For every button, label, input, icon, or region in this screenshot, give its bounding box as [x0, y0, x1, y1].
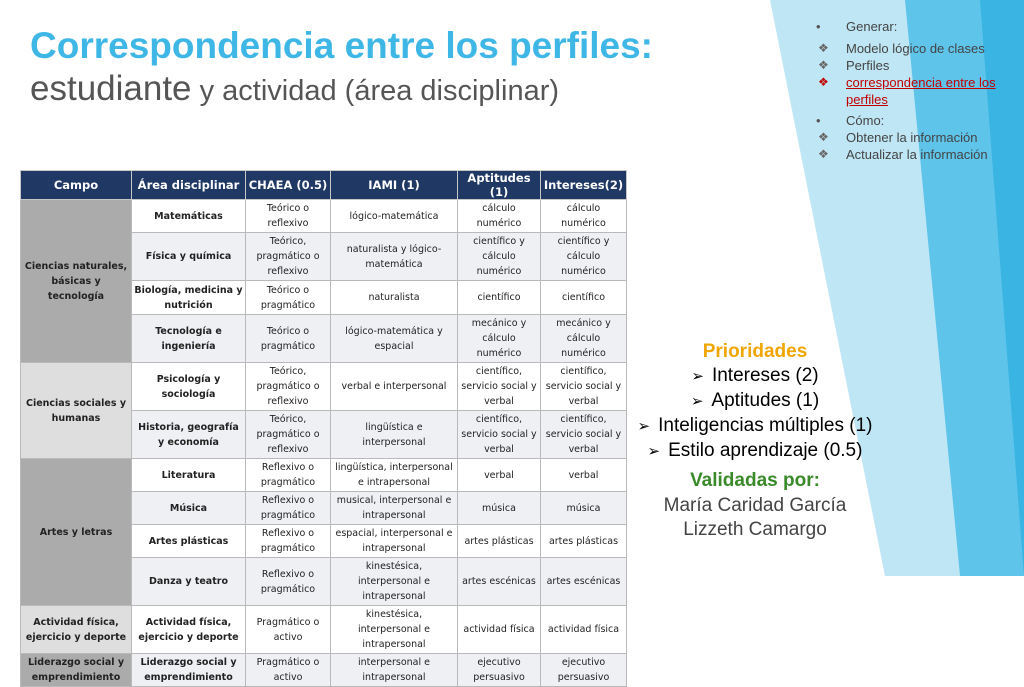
campo-cell: Ciencias naturales, básicas y tecnología	[21, 200, 132, 363]
area-cell: Biología, medicina y nutrición	[132, 281, 246, 315]
diamond-bullet-icon: ❖	[818, 41, 829, 55]
area-cell: Danza y teatro	[132, 558, 246, 606]
iami-cell: espacial, interpersonal e intrapersonal	[331, 525, 458, 558]
chaea-cell: Teórico o pragmático	[246, 315, 331, 363]
title-line-1: Correspondencia entre los perfiles:	[30, 25, 654, 66]
diamond-bullet-icon: ❖	[818, 58, 829, 72]
prioridad-label: Estilo aprendizaje (0.5)	[668, 440, 863, 461]
chaea-cell: Teórico o reflexivo	[246, 200, 331, 233]
bullet-generar	[812, 18, 1024, 35]
como-item-label: Obtener la información	[846, 130, 978, 145]
como-item	[812, 129, 1024, 146]
iami-cell: lingüística e interpersonal	[331, 411, 458, 459]
prioridad-item	[630, 364, 880, 389]
chaea-cell: Teórico, pragmático o reflexivo	[246, 233, 331, 281]
chaea-cell: Reflexivo o pragmático	[246, 492, 331, 525]
iami-cell: naturalista	[331, 281, 458, 315]
chaea-cell: Teórico o pragmático	[246, 281, 331, 315]
intereses-cell: artes plásticas	[541, 525, 627, 558]
iami-cell: lingüística, interpersonal e intrapersonal	[331, 459, 458, 492]
campo-cell: Liderazgo social y emprendimiento	[21, 654, 132, 687]
campo-cell: Artes y letras	[21, 459, 132, 606]
bullet-dot-icon: •	[816, 113, 821, 128]
intereses-cell: verbal	[541, 459, 627, 492]
prioridad-label: Aptitudes (1)	[711, 390, 820, 411]
iami-cell: verbal e interpersonal	[331, 363, 458, 411]
intereses-cell: artes escénicas	[541, 558, 627, 606]
area-cell: Matemáticas	[132, 200, 246, 233]
iami-cell: interpersonal e intrapersonal	[331, 654, 458, 687]
title-line-2-a: estudiante	[30, 69, 192, 108]
column-header: IAMI (1)	[331, 171, 458, 200]
aptitudes-cell: cálculo numérico	[458, 200, 541, 233]
iami-cell: lógico-matemática	[331, 200, 458, 233]
iami-cell: lógico-matemática y espacial	[331, 315, 458, 363]
area-cell: Actividad física, ejercicio y deporte	[132, 606, 246, 654]
intereses-cell: actividad física	[541, 606, 627, 654]
aptitudes-cell: científico	[458, 281, 541, 315]
generar-item-highlight[interactable]	[812, 74, 1024, 108]
aptitudes-cell: verbal	[458, 459, 541, 492]
area-cell: Tecnología e ingeniería	[132, 315, 246, 363]
area-cell: Física y química	[132, 233, 246, 281]
table-row	[21, 200, 627, 233]
arrow-bullet-icon: ➢	[647, 443, 661, 460]
iami-cell: kinestésica, interpersonal e intrapersonal	[331, 606, 458, 654]
arrow-bullet-icon: ➢	[637, 418, 651, 435]
aptitudes-cell: mecánico y cálculo numérico	[458, 315, 541, 363]
generar-item	[812, 40, 1024, 57]
area-cell: Literatura	[132, 459, 246, 492]
generar-item	[812, 57, 1024, 74]
bullet-dot-icon: •	[816, 19, 821, 34]
table-row	[21, 363, 627, 411]
chaea-cell: Reflexivo o pragmático	[246, 459, 331, 492]
chaea-cell: Teórico, pragmático o reflexivo	[246, 411, 331, 459]
validator-name: Lizzeth Camargo	[683, 519, 827, 540]
aptitudes-cell: música	[458, 492, 541, 525]
chaea-cell: Reflexivo o pragmático	[246, 558, 331, 606]
column-header: Campo	[21, 171, 132, 200]
aptitudes-cell: científico y cálculo numérico	[458, 233, 541, 281]
iami-cell: kinestésica, interpersonal e intrapersonal	[331, 558, 458, 606]
table-header-row	[21, 171, 627, 200]
prioridad-item	[630, 414, 880, 439]
aptitudes-cell: artes escénicas	[458, 558, 541, 606]
campo-cell: Actividad física, ejercicio y deporte	[21, 606, 132, 654]
validadas-heading: Validadas por:	[690, 470, 820, 491]
diamond-bullet-icon: ❖	[818, 147, 829, 161]
aptitudes-cell: científico, servicio social y verbal	[458, 363, 541, 411]
aptitudes-cell: artes plásticas	[458, 525, 541, 558]
area-cell: Historia, geografía y economía	[132, 411, 246, 459]
como-item	[812, 146, 1024, 163]
prioridad-item	[630, 389, 880, 414]
chaea-cell: Pragmático o activo	[246, 654, 331, 687]
aptitudes-cell: actividad física	[458, 606, 541, 654]
title-line-2-b: y actividad (área disciplinar)	[191, 75, 560, 107]
column-header: CHAEA (0.5)	[246, 171, 331, 200]
intereses-cell: ejecutivo persuasivo	[541, 654, 627, 687]
intereses-cell: científico, servicio social y verbal	[541, 363, 627, 411]
prioridades-panel	[630, 340, 880, 542]
intereses-cell: música	[541, 492, 627, 525]
generar-item-label: Perfiles	[846, 58, 890, 73]
bullet-como	[812, 112, 1024, 129]
prioridad-label: Inteligencias múltiples (1)	[658, 415, 873, 436]
column-header: Intereses(2)	[541, 171, 627, 200]
intereses-cell: mecánico y cálculo numérico	[541, 315, 627, 363]
como-label: Cómo:	[846, 113, 885, 128]
intereses-cell: cálculo numérico	[541, 200, 627, 233]
area-cell: Liderazgo social y emprendimiento	[132, 654, 246, 687]
area-cell: Música	[132, 492, 246, 525]
generar-label: Generar:	[846, 19, 898, 34]
generar-item-label: Modelo lógico de clases	[846, 41, 985, 56]
arrow-bullet-icon: ➢	[691, 368, 704, 385]
aptitudes-cell: científico, servicio social y verbal	[458, 411, 541, 459]
area-cell: Artes plásticas	[132, 525, 246, 558]
chaea-cell: Reflexivo o pragmático	[246, 525, 331, 558]
table-row	[21, 606, 627, 654]
diamond-bullet-icon: ❖	[818, 130, 829, 144]
prioridades-heading: Prioridades	[702, 341, 808, 362]
prioridad-item	[630, 439, 880, 464]
campo-cell: Ciencias sociales y humanas	[21, 363, 132, 459]
iami-cell: naturalista y lógico-matemática	[331, 233, 458, 281]
chaea-cell: Teórico, pragmático o reflexivo	[246, 363, 331, 411]
intereses-cell: científico	[541, 281, 627, 315]
arrow-bullet-icon: ➢	[690, 393, 704, 410]
iami-cell: musical, interpersonal e intrapersonal	[331, 492, 458, 525]
table-row	[21, 654, 627, 687]
slide-title	[30, 24, 770, 112]
intereses-cell: científico, servicio social y verbal	[541, 411, 627, 459]
prioridad-label: Intereses (2)	[711, 365, 819, 386]
chaea-cell: Pragmático o activo	[246, 606, 331, 654]
diamond-bullet-icon: ❖	[818, 75, 829, 89]
como-item-label: Actualizar la información	[846, 147, 988, 162]
generar-item-link[interactable]: correspondencia entre los perfiles	[846, 75, 996, 107]
area-cell: Psicología y sociología	[132, 363, 246, 411]
validator-name: María Caridad García	[663, 495, 847, 516]
aptitudes-cell: ejecutivo persuasivo	[458, 654, 541, 687]
column-header: Área disciplinar	[132, 171, 246, 200]
side-bullet-list	[812, 18, 1024, 163]
intereses-cell: científico y cálculo numérico	[541, 233, 627, 281]
title-line-2	[30, 68, 770, 112]
column-header: Aptitudes (1)	[458, 171, 541, 200]
table-row	[21, 459, 627, 492]
correspondence-table	[20, 170, 627, 687]
